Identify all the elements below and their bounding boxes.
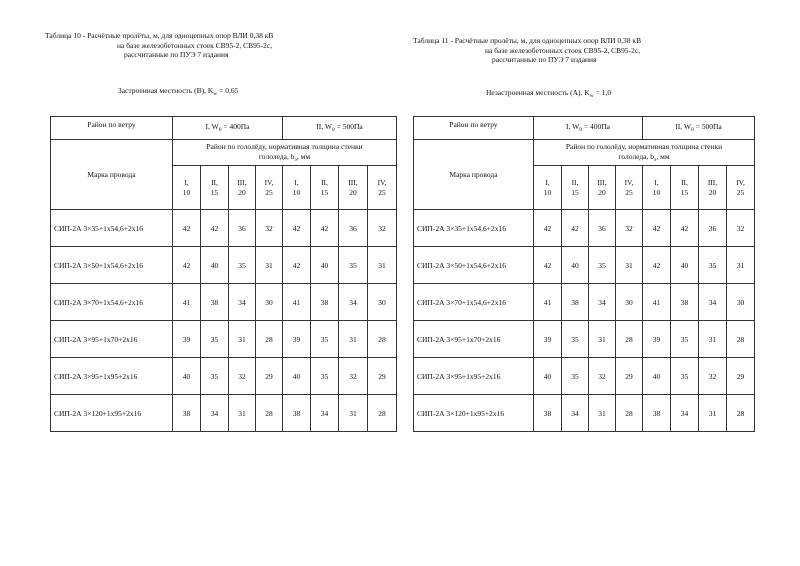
spans-table — [50, 116, 397, 432]
value-cell: 42 — [643, 210, 671, 247]
wire-brand-header: Марка провода — [414, 140, 534, 210]
ice-column-header: I, 10 — [534, 166, 562, 210]
table-row — [51, 247, 397, 284]
table-row — [414, 321, 755, 358]
value-cell: 36 — [699, 210, 727, 247]
value-cell: 28 — [368, 395, 397, 432]
table-title-line: Таблица 10 - Расчётные пролёты, м, для одноцепных опор ВЛИ 0,38 кВ — [45, 31, 274, 40]
value-cell: 28 — [727, 395, 755, 432]
value-cell: 40 — [562, 247, 589, 284]
value-cell: 42 — [173, 247, 201, 284]
value-cell: 42 — [283, 210, 311, 247]
value-cell: 28 — [256, 321, 283, 358]
value-cell: 42 — [643, 247, 671, 284]
wind-zone-1-header: I, $W_0 = 400Па$ — [534, 117, 643, 140]
value-cell: 32 — [339, 358, 368, 395]
wire-cell: СИП-2А 3×35+1х54,6+2х16 — [51, 210, 173, 247]
ice-column-header: IV, 25 — [727, 166, 755, 210]
value-cell: 32 — [368, 210, 397, 247]
value-cell: 40 — [173, 358, 201, 395]
wire-cell: СИП-2А 3×95+1х95+2х16 — [51, 358, 173, 395]
value-cell: 34 — [229, 284, 256, 321]
value-cell: 38 — [201, 284, 229, 321]
value-cell: 28 — [256, 395, 283, 432]
ice-column-header: I, 10 — [173, 166, 201, 210]
value-cell: 40 — [671, 247, 699, 284]
value-cell: 41 — [534, 284, 562, 321]
value-cell: 39 — [643, 321, 671, 358]
table-title-line: рассчитанные по ПУЭ 7 издания — [124, 50, 229, 59]
wind-region-header: Район по ветру — [414, 117, 534, 140]
value-cell: 34 — [201, 395, 229, 432]
value-cell: 36 — [229, 210, 256, 247]
value-cell: 35 — [562, 321, 589, 358]
ice-column-header: I, 10 — [643, 166, 671, 210]
value-cell: 41 — [643, 284, 671, 321]
wire-cell: СИП-2А 3×120+1х95+2х16 — [414, 395, 534, 432]
value-cell: 39 — [173, 321, 201, 358]
table-title-line: рассчитанные по ПУЭ 7 издания — [492, 55, 597, 64]
value-cell: 35 — [201, 321, 229, 358]
ice-column-header: II, 15 — [562, 166, 589, 210]
table-row — [51, 395, 397, 432]
value-cell: 42 — [534, 247, 562, 284]
ice-column-header: IV, 25 — [616, 166, 643, 210]
value-cell: 34 — [311, 395, 339, 432]
wire-cell: СИП-2А 3×50+1х54,6+2х16 — [51, 247, 173, 284]
value-cell: 35 — [229, 247, 256, 284]
value-cell: 31 — [589, 395, 616, 432]
value-cell: 29 — [368, 358, 397, 395]
value-cell: 32 — [727, 210, 755, 247]
ice-region-header: Район по гололёду, нормативная толщина стенки гололеда, $b_э$, мм — [173, 140, 397, 166]
ice-column-header: II, 15 — [671, 166, 699, 210]
value-cell: 32 — [616, 210, 643, 247]
value-cell: 42 — [671, 210, 699, 247]
value-cell: 35 — [671, 321, 699, 358]
table-title-line: на базе железобетонных стоек СВ95-2, СВ95-2с, — [117, 40, 273, 50]
value-cell: 30 — [616, 284, 643, 321]
value-cell: 29 — [256, 358, 283, 395]
terrain-label: Застроенная местность (B), $K_w = 0,65$ — [118, 86, 239, 97]
value-cell: 35 — [339, 247, 368, 284]
value-cell: 32 — [589, 358, 616, 395]
table-row — [51, 321, 397, 358]
value-cell: 38 — [671, 284, 699, 321]
terrain-label: Незастроенная местность (А), $K_w = 1,0$ — [486, 88, 612, 99]
value-cell: 35 — [671, 358, 699, 395]
value-cell: 38 — [283, 395, 311, 432]
value-cell: 38 — [562, 284, 589, 321]
wind-zone-1-header: I, $W_0 = 400Па$ — [173, 117, 283, 140]
value-cell: 31 — [368, 247, 397, 284]
table-row — [414, 358, 755, 395]
value-cell: 35 — [562, 358, 589, 395]
wire-cell: СИП-2А 3×70+1х54,6+2х16 — [51, 284, 173, 321]
wire-cell: СИП-2А 3×70+1х54,6+2х16 — [414, 284, 534, 321]
value-cell: 31 — [229, 395, 256, 432]
value-cell: 42 — [283, 247, 311, 284]
value-cell: 35 — [201, 358, 229, 395]
value-cell: 35 — [699, 247, 727, 284]
value-cell: 38 — [534, 395, 562, 432]
value-cell: 31 — [589, 321, 616, 358]
ice-region-header: Район по гололёду, нормативная толщина стенки гололеда, $b_э$, мм — [534, 140, 755, 166]
ice-column-header: II, 15 — [311, 166, 339, 210]
value-cell: 29 — [616, 358, 643, 395]
value-cell: 39 — [534, 321, 562, 358]
value-cell: 28 — [727, 321, 755, 358]
wire-cell: СИП-2А 3×95+1х70+2х16 — [414, 321, 534, 358]
value-cell: 41 — [173, 284, 201, 321]
ice-column-header: III, 20 — [339, 166, 368, 210]
value-cell: 40 — [534, 358, 562, 395]
table-title-line: на базе железобетонных стоек СВ95-2, СВ95-2с, — [485, 45, 641, 55]
value-cell: 42 — [534, 210, 562, 247]
value-cell: 35 — [311, 358, 339, 395]
wind-zone-2-header: II, $W_0 = 500Па$ — [643, 117, 755, 140]
value-cell: 31 — [339, 321, 368, 358]
ice-column-header: III, 20 — [589, 166, 616, 210]
value-cell: 42 — [562, 210, 589, 247]
table-row — [51, 284, 397, 321]
value-cell: 42 — [201, 210, 229, 247]
table-row — [51, 358, 397, 395]
value-cell: 28 — [616, 395, 643, 432]
value-cell: 39 — [283, 321, 311, 358]
table-caption — [413, 36, 641, 65]
ice-column-header: IV, 25 — [256, 166, 283, 210]
value-cell: 34 — [339, 284, 368, 321]
value-cell: 38 — [311, 284, 339, 321]
value-cell: 41 — [283, 284, 311, 321]
wire-cell: СИП-2А 3×120+1х95+2х16 — [51, 395, 173, 432]
value-cell: 31 — [339, 395, 368, 432]
value-cell: 31 — [616, 247, 643, 284]
value-cell: 34 — [562, 395, 589, 432]
value-cell: 34 — [589, 284, 616, 321]
ice-column-header: IV, 25 — [368, 166, 397, 210]
value-cell: 29 — [727, 358, 755, 395]
value-cell: 38 — [173, 395, 201, 432]
table-row — [414, 395, 755, 432]
ice-column-header: III, 20 — [229, 166, 256, 210]
value-cell: 34 — [699, 284, 727, 321]
value-cell: 35 — [311, 321, 339, 358]
ice-column-header: III, 20 — [699, 166, 727, 210]
table-row — [414, 210, 755, 247]
table-row — [51, 210, 397, 247]
value-cell: 28 — [368, 321, 397, 358]
value-cell: 36 — [589, 210, 616, 247]
wire-cell: СИП-2А 3×95+1х70+2х16 — [51, 321, 173, 358]
value-cell: 30 — [368, 284, 397, 321]
value-cell: 30 — [727, 284, 755, 321]
table-row — [414, 247, 755, 284]
ice-column-header: II, 15 — [201, 166, 229, 210]
wind-zone-2-header: II, $W_0 = 500Па$ — [283, 117, 397, 140]
value-cell: 40 — [283, 358, 311, 395]
value-cell: 30 — [256, 284, 283, 321]
value-cell: 42 — [173, 210, 201, 247]
wind-region-header: Район по ветру — [51, 117, 173, 140]
table-caption — [45, 31, 273, 60]
value-cell: 42 — [311, 210, 339, 247]
value-cell: 40 — [201, 247, 229, 284]
wire-cell: СИП-2А 3×95+1х95+2х16 — [414, 358, 534, 395]
value-cell: 28 — [616, 321, 643, 358]
value-cell: 32 — [699, 358, 727, 395]
table-title-line: Таблица 11 - Расчётные пролёты, м, для одноцепных опор ВЛИ 0,38 кВ — [413, 36, 642, 45]
value-cell: 40 — [311, 247, 339, 284]
wire-brand-header: Марка провода — [51, 140, 173, 210]
value-cell: 32 — [229, 358, 256, 395]
value-cell: 40 — [643, 358, 671, 395]
value-cell: 32 — [256, 210, 283, 247]
value-cell: 31 — [727, 247, 755, 284]
ice-column-header: I, 10 — [283, 166, 311, 210]
wire-cell: СИП-2А 3×50+1х54,6+2х16 — [414, 247, 534, 284]
value-cell: 31 — [699, 321, 727, 358]
value-cell: 38 — [643, 395, 671, 432]
value-cell: 36 — [339, 210, 368, 247]
table-row — [414, 284, 755, 321]
value-cell: 31 — [699, 395, 727, 432]
value-cell: 31 — [229, 321, 256, 358]
value-cell: 34 — [671, 395, 699, 432]
wire-cell: СИП-2А 3×35+1х54,6+2х16 — [414, 210, 534, 247]
value-cell: 31 — [256, 247, 283, 284]
value-cell: 35 — [589, 247, 616, 284]
spans-table — [413, 116, 755, 432]
